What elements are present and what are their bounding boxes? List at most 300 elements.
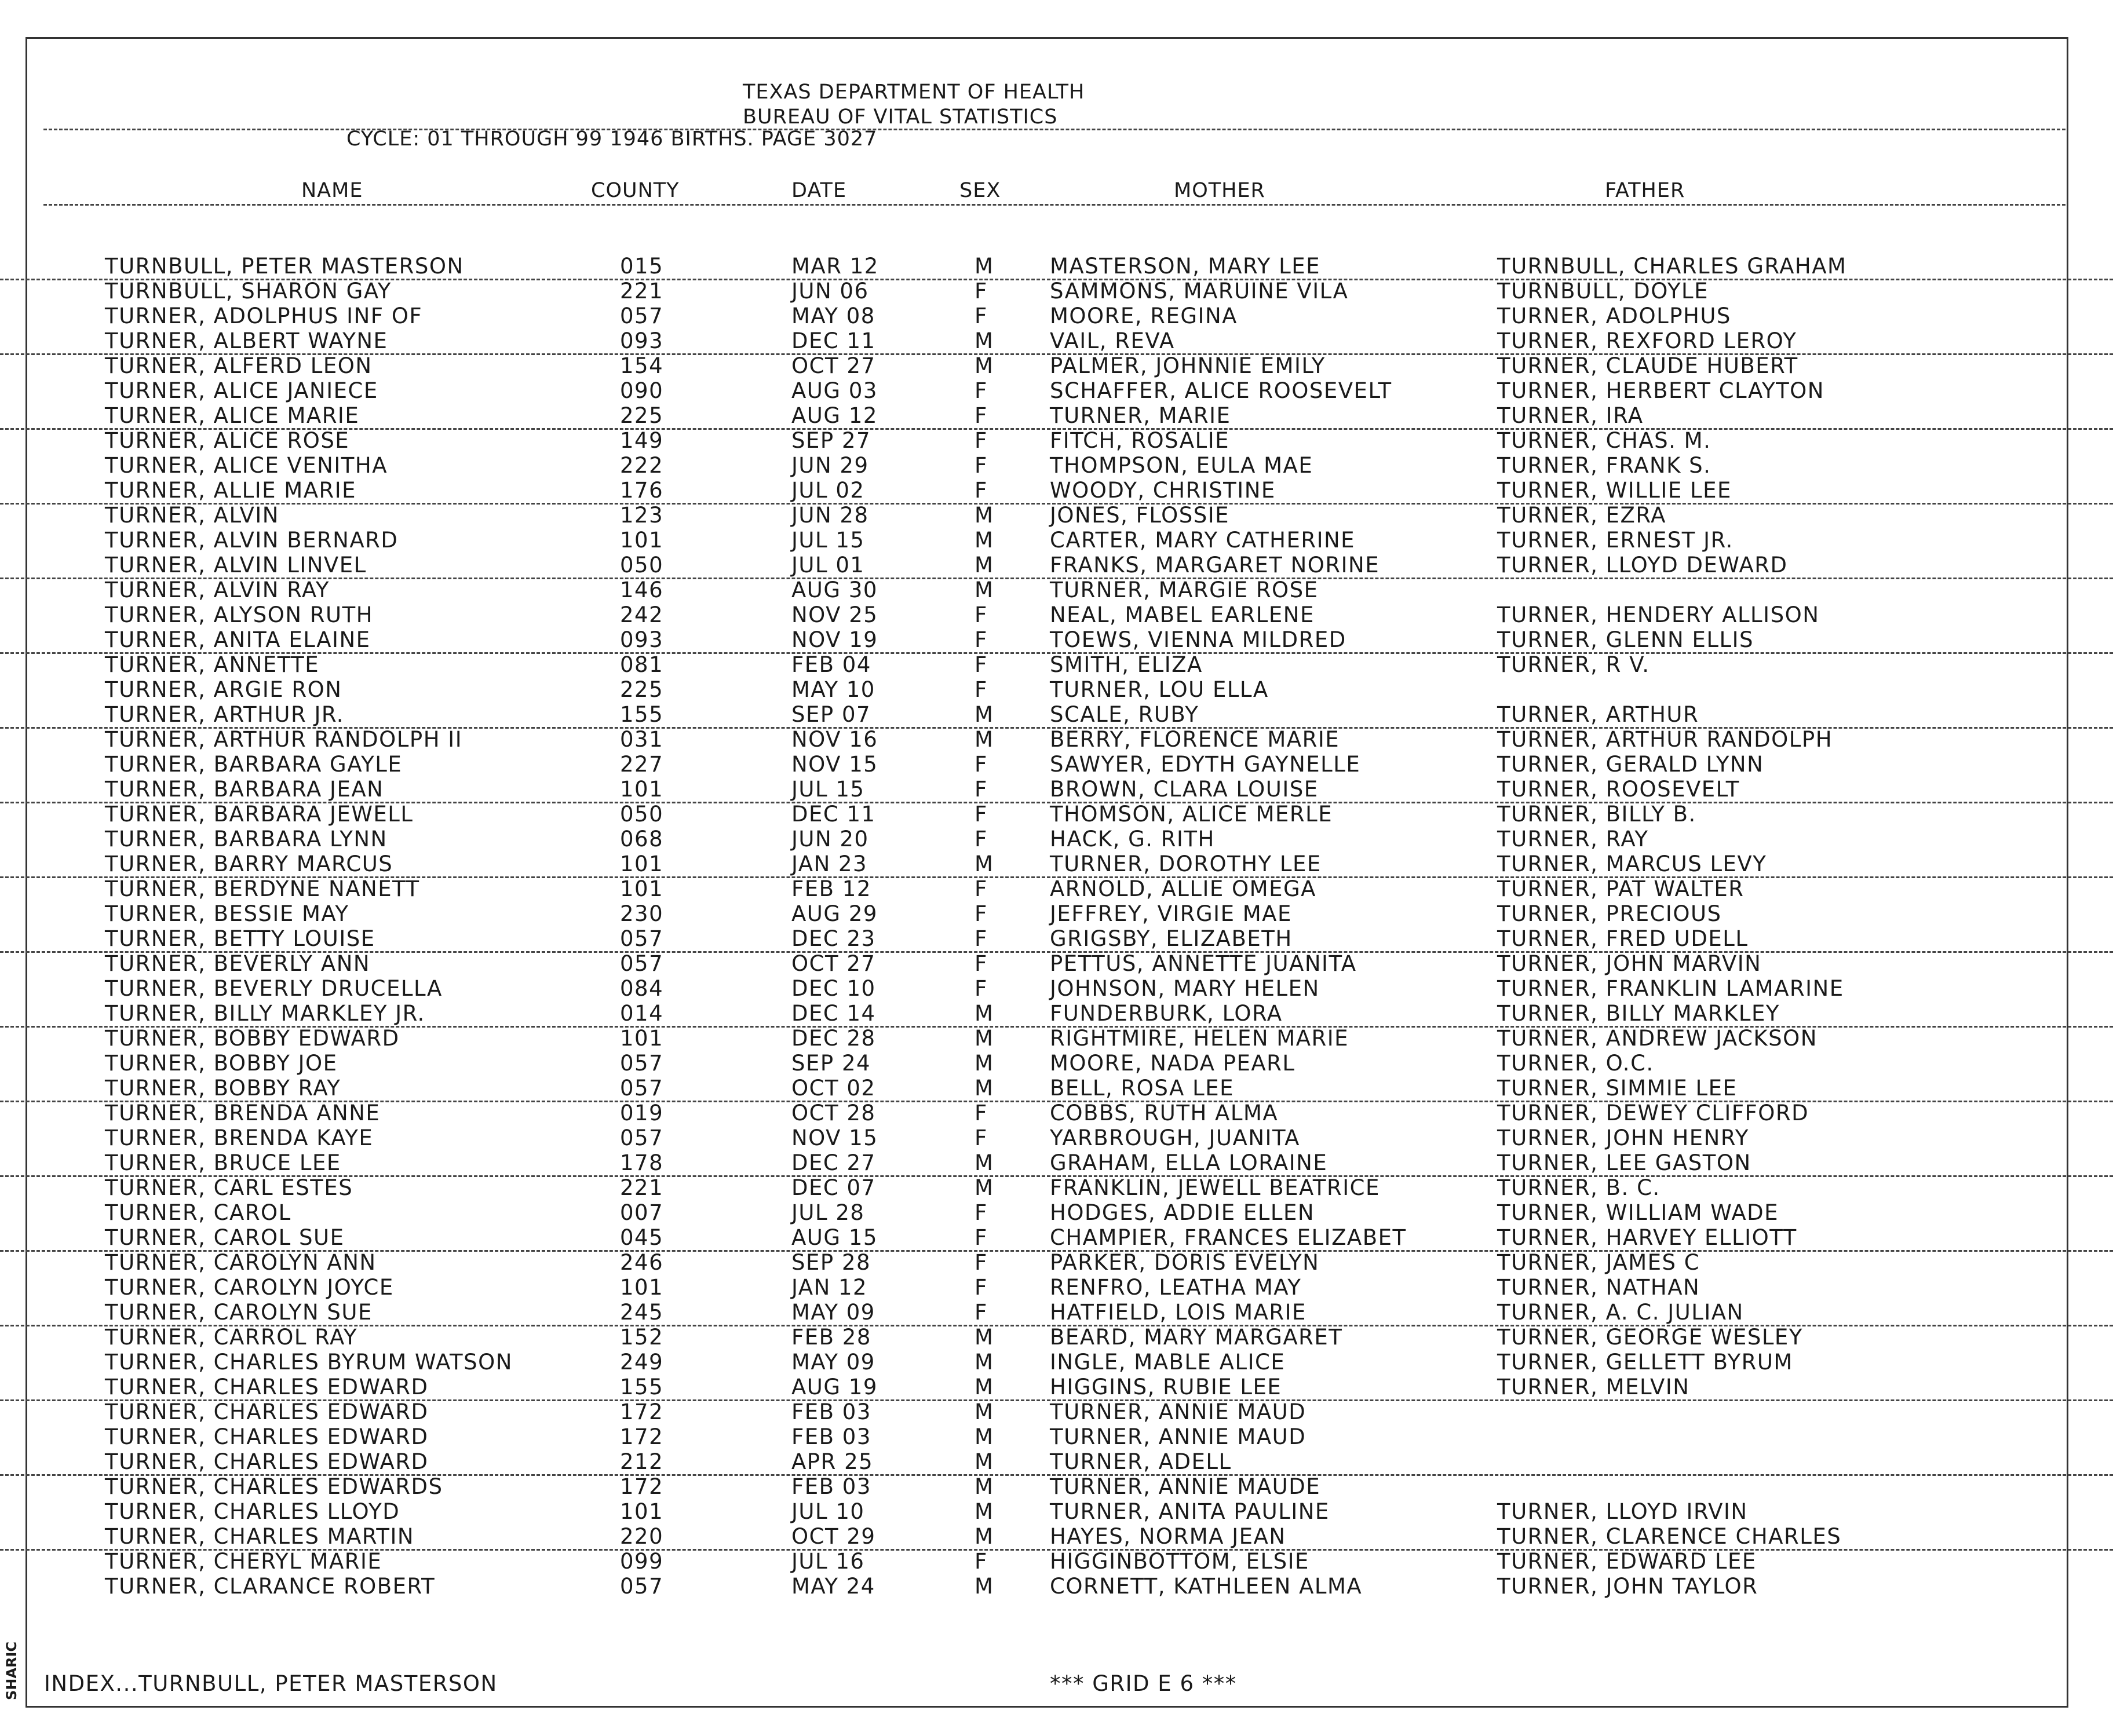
cell-sex: F <box>975 677 988 702</box>
table-row <box>0 1325 2113 1350</box>
cell-county: 093 <box>620 328 664 353</box>
cell-sex: M <box>975 1574 994 1599</box>
cell-county: 172 <box>620 1474 664 1499</box>
cell-name: TURNBULL, SHARON GAY <box>105 279 392 304</box>
cell-father: TURNER, B. C. <box>1497 1175 1661 1200</box>
cell-mother: THOMSON, ALICE MERLE <box>1050 802 1333 827</box>
cell-mother: PARKER, DORIS EVELYN <box>1050 1250 1320 1275</box>
cell-sex: M <box>975 1474 994 1499</box>
cell-mother: WOODY, CHRISTINE <box>1050 478 1276 503</box>
cell-name: TURNER, ALVIN BERNARD <box>105 528 399 553</box>
cell-sex: F <box>975 777 988 802</box>
cell-father: TURNER, BILLY MARKLEY <box>1497 1001 1780 1026</box>
table-row <box>0 578 2113 602</box>
cell-sex: F <box>975 1225 988 1250</box>
cell-county: 245 <box>620 1300 664 1325</box>
cell-father: TURNER, BILLY B. <box>1497 802 1696 827</box>
cell-sex: M <box>975 1150 994 1175</box>
cell-county: 212 <box>620 1449 664 1474</box>
cell-sex: F <box>975 478 988 503</box>
cell-sex: F <box>975 901 988 926</box>
cell-mother: THOMPSON, EULA MAE <box>1050 453 1313 478</box>
cell-father: TURNER, GELLETT BYRUM <box>1497 1350 1793 1375</box>
cell-name: TURNER, ALYSON RUTH <box>105 602 374 627</box>
cell-county: 093 <box>620 627 664 652</box>
cell-name: TURNER, ALLIE MARIE <box>105 478 357 503</box>
cell-date: MAY 24 <box>791 1574 875 1599</box>
cell-mother: MOORE, NADA PEARL <box>1050 1051 1295 1076</box>
cell-sex: M <box>975 553 994 578</box>
cell-mother: SCHAFFER, ALICE ROOSEVELT <box>1050 378 1392 403</box>
cell-sex: M <box>975 1051 994 1076</box>
cell-mother: TURNER, ANNIE MAUDE <box>1050 1474 1321 1499</box>
cell-name: TURNER, ALICE VENITHA <box>105 453 388 478</box>
cell-county: 101 <box>620 777 664 802</box>
cell-date: OCT 29 <box>791 1524 876 1549</box>
cell-county: 101 <box>620 876 664 901</box>
table-row <box>0 1449 2113 1476</box>
cell-mother: TURNER, MARIE <box>1050 403 1231 428</box>
cell-county: 057 <box>620 1574 664 1599</box>
cell-mother: FUNDERBURK, LORA <box>1050 1001 1283 1026</box>
cell-sex: M <box>975 1001 994 1026</box>
cell-county: 220 <box>620 1524 664 1549</box>
cell-date: SEP 28 <box>791 1250 871 1275</box>
cell-mother: RENFRO, LEATHA MAY <box>1050 1275 1302 1300</box>
cell-mother: TURNER, ANNIE MAUD <box>1050 1424 1307 1449</box>
cell-date: DEC 07 <box>791 1175 876 1200</box>
cell-name: TURNER, ALVIN <box>105 503 279 528</box>
cell-date: DEC 28 <box>791 1026 876 1051</box>
cell-mother: TURNER, ADELL <box>1050 1449 1232 1474</box>
cell-date: NOV 25 <box>791 602 878 627</box>
cell-county: 081 <box>620 652 664 677</box>
cell-sex: F <box>975 627 988 652</box>
cell-name: TURNER, ARTHUR JR. <box>105 702 345 727</box>
cell-county: 057 <box>620 926 664 951</box>
cell-date: AUG 29 <box>791 901 878 926</box>
cell-name: TURNER, ALBERT WAYNE <box>105 328 388 353</box>
cell-father: TURNER, DEWEY CLIFFORD <box>1497 1101 1809 1125</box>
table-row <box>0 279 2113 304</box>
cell-father: TURNER, ERNEST JR. <box>1497 528 1734 553</box>
cell-name: TURNER, BARBARA JEWELL <box>105 802 414 827</box>
cell-county: 057 <box>620 1051 664 1076</box>
cell-father: TURNBULL, CHARLES GRAHAM <box>1497 254 1847 279</box>
table-row <box>0 1026 2113 1051</box>
cell-date: FEB 12 <box>791 876 871 901</box>
cell-father: TURNER, O.C. <box>1497 1051 1654 1076</box>
cell-county: 123 <box>620 503 664 528</box>
footer-grid: *** GRID E 6 *** <box>1050 1671 1237 1696</box>
cell-mother: JONES, FLOSSIE <box>1050 503 1230 528</box>
cell-date: NOV 15 <box>791 752 878 777</box>
footer-index: INDEX...TURNBULL, PETER MASTERSON <box>44 1671 498 1696</box>
table-row <box>0 827 2113 851</box>
cell-date: FEB 03 <box>791 1399 871 1424</box>
cell-mother: MOORE, REGINA <box>1050 304 1238 328</box>
cell-county: 221 <box>620 279 664 304</box>
table-row <box>0 652 2113 677</box>
cell-mother: GRIGSBY, ELIZABETH <box>1050 926 1293 951</box>
cell-father: TURNER, LLOYD DEWARD <box>1497 553 1788 578</box>
table-row <box>0 926 2113 953</box>
cell-county: 090 <box>620 378 664 403</box>
cell-mother: HAYES, NORMA JEAN <box>1050 1524 1286 1549</box>
cell-date: MAY 09 <box>791 1300 875 1325</box>
cell-date: OCT 02 <box>791 1076 876 1101</box>
cell-sex: M <box>975 254 994 279</box>
cell-sex: F <box>975 1549 988 1574</box>
cell-date: MAY 10 <box>791 677 875 702</box>
cell-sex: F <box>975 1200 988 1225</box>
cell-county: 152 <box>620 1325 664 1350</box>
cell-sex: F <box>975 428 988 453</box>
cell-date: FEB 03 <box>791 1424 871 1449</box>
cell-name: TURNER, BARRY MARCUS <box>105 851 393 876</box>
cell-county: 101 <box>620 851 664 876</box>
cell-sex: M <box>975 1524 994 1549</box>
cell-county: 101 <box>620 1026 664 1051</box>
cell-name: TURNER, CAROLYN JOYCE <box>105 1275 394 1300</box>
cell-name: TURNER, CAROL <box>105 1200 291 1225</box>
cell-date: JUL 10 <box>791 1499 865 1524</box>
cell-name: TURNER, BERDYNE NANETT <box>105 876 420 901</box>
cell-father: TURNER, JOHN HENRY <box>1497 1125 1749 1150</box>
cell-name: TURNER, ALICE ROSE <box>105 428 350 453</box>
column-header-county: COUNTY <box>591 179 680 202</box>
cell-father: TURNER, REXFORD LEROY <box>1497 328 1797 353</box>
cell-name: TURNER, CHARLES EDWARD <box>105 1375 429 1399</box>
cell-mother: PETTUS, ANNETTE JUANITA <box>1050 951 1357 976</box>
cell-date: SEP 24 <box>791 1051 871 1076</box>
cell-father: TURNER, GEORGE WESLEY <box>1497 1325 1803 1350</box>
table-row <box>0 1524 2113 1551</box>
cell-mother: TURNER, LOU ELLA <box>1050 677 1269 702</box>
cell-date: FEB 04 <box>791 652 871 677</box>
table-row <box>0 1549 2113 1574</box>
cell-name: TURNER, CHERYL MARIE <box>105 1549 382 1574</box>
cell-mother: SAWYER, EDYTH GAYNELLE <box>1050 752 1361 777</box>
cell-name: TURNER, CARL ESTES <box>105 1175 353 1200</box>
table-row <box>0 503 2113 528</box>
cell-name: TURNER, CLARANCE ROBERT <box>105 1574 436 1599</box>
cell-name: TURNER, BEVERLY ANN <box>105 951 371 976</box>
cell-name: TURNER, ANNETTE <box>105 652 320 677</box>
cell-county: 172 <box>620 1424 664 1449</box>
cell-sex: F <box>975 1300 988 1325</box>
cell-county: 057 <box>620 1125 664 1150</box>
table-row <box>0 254 2113 280</box>
cell-father: TURNER, PAT WALTER <box>1497 876 1745 901</box>
cell-county: 015 <box>620 254 664 279</box>
table-row <box>0 727 2113 752</box>
cell-father: TURNER, A. C. JULIAN <box>1497 1300 1744 1325</box>
cell-father: TURNER, ARTHUR <box>1497 702 1699 727</box>
cell-father: TURNER, MARCUS LEVY <box>1497 851 1767 876</box>
cell-county: 249 <box>620 1350 664 1375</box>
cell-father: TURNER, PRECIOUS <box>1497 901 1722 926</box>
cell-county: 057 <box>620 951 664 976</box>
table-row <box>0 777 2113 803</box>
table-row <box>0 1101 2113 1125</box>
cell-mother: VAIL, REVA <box>1050 328 1175 353</box>
table-row <box>0 951 2113 976</box>
cell-sex: F <box>975 1125 988 1150</box>
cell-name: TURNER, ANITA ELAINE <box>105 627 371 652</box>
cell-county: 068 <box>620 827 664 851</box>
cell-sex: F <box>975 876 988 901</box>
cell-date: APR 25 <box>791 1449 874 1474</box>
table-row <box>0 1150 2113 1177</box>
cell-mother: RIGHTMIRE, HELEN MARIE <box>1050 1026 1349 1051</box>
cell-county: 230 <box>620 901 664 926</box>
cell-name: TURNER, BOBBY EDWARD <box>105 1026 400 1051</box>
cell-mother: ARNOLD, ALLIE OMEGA <box>1050 876 1316 901</box>
table-row <box>0 976 2113 1001</box>
cell-county: 050 <box>620 802 664 827</box>
cell-date: JUN 28 <box>791 503 869 528</box>
table-row <box>0 1474 2113 1499</box>
cell-mother: COBBS, RUTH ALMA <box>1050 1101 1279 1125</box>
cell-county: 246 <box>620 1250 664 1275</box>
cell-sex: M <box>975 727 994 752</box>
cell-name: TURNER, ALICE JANIECE <box>105 378 378 403</box>
cell-county: 014 <box>620 1001 664 1026</box>
cell-father: TURNER, MELVIN <box>1497 1375 1690 1399</box>
cell-mother: MASTERSON, MARY LEE <box>1050 254 1321 279</box>
cell-date: MAY 09 <box>791 1350 875 1375</box>
cell-date: FEB 03 <box>791 1474 871 1499</box>
cell-name: TURNER, BEVERLY DRUCELLA <box>105 976 443 1001</box>
table-row <box>0 1499 2113 1524</box>
cell-father: TURNER, SIMMIE LEE <box>1497 1076 1738 1101</box>
cycle-line: CYCLE: 01 THROUGH 99 1946 BIRTHS. PAGE 3027 <box>346 127 878 151</box>
cell-date: JUL 15 <box>791 528 865 553</box>
cell-father: TURNER, FRANKLIN LAMARINE <box>1497 976 1844 1001</box>
cell-date: JAN 23 <box>791 851 868 876</box>
cell-mother: PALMER, JOHNNIE EMILY <box>1050 353 1326 378</box>
cell-father: TURNER, GERALD LYNN <box>1497 752 1764 777</box>
cell-date: DEC 10 <box>791 976 876 1001</box>
cell-sex: M <box>975 1424 994 1449</box>
cell-date: DEC 11 <box>791 328 876 353</box>
cell-mother: INGLE, MABLE ALICE <box>1050 1350 1286 1375</box>
cell-father: TURNER, ARTHUR RANDOLPH <box>1497 727 1833 752</box>
cell-date: FEB 28 <box>791 1325 871 1350</box>
cell-sex: F <box>975 1101 988 1125</box>
cell-mother: CARTER, MARY CATHERINE <box>1050 528 1356 553</box>
cell-date: NOV 16 <box>791 727 878 752</box>
cell-mother: BERRY, FLORENCE MARIE <box>1050 727 1340 752</box>
cell-sex: F <box>975 403 988 428</box>
column-header-father: FATHER <box>1605 179 1685 202</box>
cell-date: SEP 07 <box>791 702 871 727</box>
cell-county: 099 <box>620 1549 664 1574</box>
cell-father: TURNER, JOHN MARVIN <box>1497 951 1762 976</box>
cell-county: 178 <box>620 1150 664 1175</box>
cell-sex: M <box>975 1399 994 1424</box>
cell-date: JUL 16 <box>791 1549 865 1574</box>
table-row <box>0 1076 2113 1102</box>
cell-mother: JEFFREY, VIRGIE MAE <box>1050 901 1292 926</box>
table-row <box>0 328 2113 355</box>
cell-mother: HACK, G. RITH <box>1050 827 1215 851</box>
cell-date: OCT 27 <box>791 951 876 976</box>
cell-name: TURNER, CHARLES EDWARDS <box>105 1474 443 1499</box>
cell-father: TURNER, LLOYD IRVIN <box>1497 1499 1748 1524</box>
cell-mother: HIGGINS, RUBIE LEE <box>1050 1375 1282 1399</box>
cell-father: TURNER, R V. <box>1497 652 1650 677</box>
table-row <box>0 1001 2113 1028</box>
cell-father: TURNER, CHAS. M. <box>1497 428 1711 453</box>
cell-mother: TURNER, ANNIE MAUD <box>1050 1399 1307 1424</box>
cell-county: 222 <box>620 453 664 478</box>
cell-name: TURNER, ALVIN LINVEL <box>105 553 367 578</box>
cell-sex: M <box>975 1325 994 1350</box>
cell-sex: F <box>975 827 988 851</box>
cell-date: AUG 30 <box>791 578 878 602</box>
cell-county: 172 <box>620 1399 664 1424</box>
table-row <box>0 1350 2113 1375</box>
table-row <box>0 378 2113 403</box>
table-row <box>0 677 2113 702</box>
cell-father: TURNER, LEE GASTON <box>1497 1150 1751 1175</box>
cell-date: JAN 12 <box>791 1275 868 1300</box>
cell-sex: F <box>975 453 988 478</box>
cell-mother: YARBROUGH, JUANITA <box>1050 1125 1300 1150</box>
cell-mother: CHAMPIER, FRANCES ELIZABET <box>1050 1225 1407 1250</box>
cell-date: MAY 08 <box>791 304 875 328</box>
cell-date: AUG 15 <box>791 1225 878 1250</box>
cell-sex: F <box>975 951 988 976</box>
column-header-sex: SEX <box>959 179 1001 202</box>
cell-date: SEP 27 <box>791 428 871 453</box>
cell-date: JUL 28 <box>791 1200 865 1225</box>
cell-name: TURNER, CHARLES EDWARD <box>105 1449 429 1474</box>
cell-mother: TURNER, MARGIE ROSE <box>1050 578 1319 602</box>
table-row <box>0 752 2113 777</box>
table-row <box>0 802 2113 827</box>
cell-name: TURNER, BESSIE MAY <box>105 901 349 926</box>
cell-date: OCT 27 <box>791 353 876 378</box>
cell-mother: BEARD, MARY MARGARET <box>1050 1325 1343 1350</box>
cell-county: 146 <box>620 578 664 602</box>
cell-name: TURNER, CARROL RAY <box>105 1325 357 1350</box>
cell-name: TURNER, CHARLES EDWARD <box>105 1424 429 1449</box>
cell-name: TURNER, ADOLPHUS INF OF <box>105 304 423 328</box>
cell-sex: M <box>975 328 994 353</box>
cell-county: 221 <box>620 1175 664 1200</box>
cell-father: TURNER, HERBERT CLAYTON <box>1497 378 1824 403</box>
cell-mother: FRANKLIN, JEWELL BEATRICE <box>1050 1175 1380 1200</box>
table-row <box>0 1399 2113 1424</box>
cell-father: TURNBULL, DOYLE <box>1497 279 1709 304</box>
cell-father: TURNER, ADOLPHUS <box>1497 304 1731 328</box>
cell-mother: HATFIELD, LOIS MARIE <box>1050 1300 1307 1325</box>
cell-sex: M <box>975 851 994 876</box>
cell-sex: F <box>975 976 988 1001</box>
cell-name: TURNER, ALVIN RAY <box>105 578 330 602</box>
table-row <box>0 1574 2113 1599</box>
cell-county: 176 <box>620 478 664 503</box>
cell-father: TURNER, RAY <box>1497 827 1649 851</box>
cell-sex: M <box>975 528 994 553</box>
cell-sex: F <box>975 602 988 627</box>
cell-name: TURNER, ARGIE RON <box>105 677 342 702</box>
cell-sex: F <box>975 1250 988 1275</box>
cell-name: TURNER, CAROL SUE <box>105 1225 345 1250</box>
column-header-name: NAME <box>301 179 363 202</box>
cell-sex: M <box>975 353 994 378</box>
cell-mother: GRAHAM, ELLA LORAINE <box>1050 1150 1328 1175</box>
table-row <box>0 851 2113 878</box>
side-label: SHARIC <box>3 1642 20 1700</box>
cell-date: AUG 03 <box>791 378 878 403</box>
cell-sex: M <box>975 1350 994 1375</box>
cell-county: 149 <box>620 428 664 453</box>
cell-father: TURNER, FRANK S. <box>1497 453 1711 478</box>
table-row <box>0 353 2113 378</box>
cell-mother: TOEWS, VIENNA MILDRED <box>1050 627 1346 652</box>
table-row <box>0 1051 2113 1076</box>
table-row <box>0 602 2113 627</box>
cell-date: JUN 29 <box>791 453 869 478</box>
cell-mother: TURNER, DOROTHY LEE <box>1050 851 1322 876</box>
table-row <box>0 1175 2113 1200</box>
cell-county: 225 <box>620 403 664 428</box>
cell-county: 227 <box>620 752 664 777</box>
cell-mother: BROWN, CLARA LOUISE <box>1050 777 1319 802</box>
cell-sex: M <box>975 1026 994 1051</box>
cell-date: DEC 14 <box>791 1001 876 1026</box>
cell-mother: HIGGINBOTTOM, ELSIE <box>1050 1549 1309 1574</box>
cell-name: TURNER, BARBARA GAYLE <box>105 752 403 777</box>
cell-county: 019 <box>620 1101 664 1125</box>
table-row <box>0 1375 2113 1401</box>
table-row <box>0 428 2113 453</box>
cell-name: TURNER, ARTHUR RANDOLPH II <box>105 727 463 752</box>
cell-name: TURNER, BOBBY JOE <box>105 1051 338 1076</box>
cell-mother: SAMMONS, MARUINE VILA <box>1050 279 1349 304</box>
cell-date: JUN 20 <box>791 827 869 851</box>
bureau-title: BUREAU OF VITAL STATISTICS <box>743 105 1058 129</box>
cell-date: AUG 19 <box>791 1375 878 1399</box>
cell-date: AUG 12 <box>791 403 878 428</box>
cell-mother: FRANKS, MARGARET NORINE <box>1050 553 1380 578</box>
cell-date: NOV 15 <box>791 1125 878 1150</box>
cell-father: TURNER, IRA <box>1497 403 1644 428</box>
cell-county: 031 <box>620 727 664 752</box>
cell-county: 242 <box>620 602 664 627</box>
cell-father: TURNER, WILLIE LEE <box>1497 478 1732 503</box>
cell-name: TURNER, CHARLES BYRUM WATSON <box>105 1350 513 1375</box>
cell-mother: NEAL, MABEL EARLENE <box>1050 602 1315 627</box>
cell-name: TURNER, CAROLYN ANN <box>105 1250 377 1275</box>
table-row <box>0 453 2113 478</box>
cell-county: 154 <box>620 353 664 378</box>
cell-sex: F <box>975 279 988 304</box>
cell-mother: SMITH, ELIZA <box>1050 652 1203 677</box>
table-row <box>0 876 2113 901</box>
table-row <box>0 1275 2113 1300</box>
cell-sex: F <box>975 752 988 777</box>
cell-father: TURNER, FRED UDELL <box>1497 926 1749 951</box>
cell-sex: M <box>975 1076 994 1101</box>
table-row <box>0 1300 2113 1326</box>
table-row <box>0 1200 2113 1225</box>
cell-county: 007 <box>620 1200 664 1225</box>
